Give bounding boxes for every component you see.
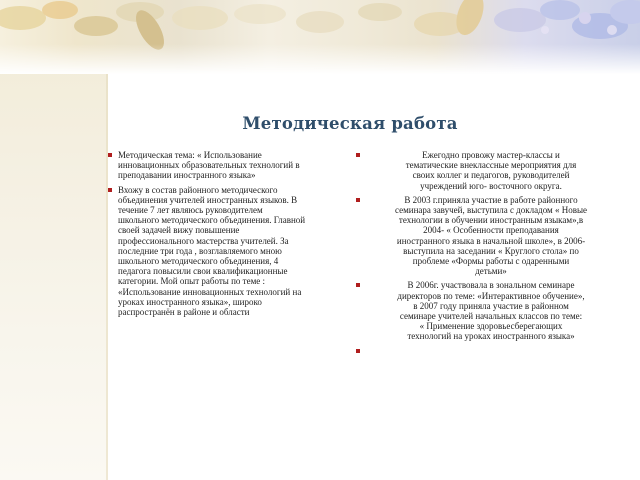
- list-item-text: В 2003 г.приняла участие в работе районного семинара завучей, выступила с докладом « Новые технологии в обучении иностранным языкам»,в 2004- « Особенности преподавания иностранного языка в начальной школе», в 2006- выступила на заседании « Круглого стола» по проблеме «Формы работы с одаренными детьми»: [394, 194, 588, 277]
- list-item: [108, 185, 322, 318]
- list-item: [356, 280, 616, 341]
- right-bullet-list: [356, 150, 616, 356]
- bullet-icon: [356, 283, 360, 287]
- list-item-text: В 2006г. участвовала в зональном семинаре директоров по теме: «Интерактивное обучение», в 2007 году приняла участие в районном семинаре учителей начальных классов по теме: « Применение здоровьесберегающих технологий на уроках иностранного языка»: [397, 280, 585, 342]
- floral-banner-icon: [0, 0, 640, 74]
- slide-title: Методическая работа: [242, 114, 458, 133]
- list-item: [356, 150, 616, 191]
- list-item: [108, 150, 322, 181]
- list-item: [356, 195, 616, 277]
- bullet-icon: [356, 349, 360, 353]
- left-column: [108, 150, 322, 321]
- bullet-icon: [108, 188, 112, 192]
- right-column: [356, 150, 616, 360]
- list-item-empty: [356, 346, 616, 356]
- floral-banner: [0, 0, 640, 74]
- list-item-text: Методическая тема: « Использование инновационных образовательных технологий в преподавании иностранного языка»: [118, 150, 300, 181]
- bullet-icon: [356, 153, 360, 157]
- bullet-icon: [108, 153, 112, 157]
- list-item-text: Ежегодно провожу мастер-классы и тематические внеклассные мероприятия для своих коллег и педагогов, руководителей учреждений юго- восточного округа.: [405, 150, 577, 191]
- left-bullet-list: [108, 150, 322, 317]
- list-item-text: Вхожу в состав районного методического объединения учителей иностранных языков. В течение 7 лет являюсь руководителем школьного методического объединения. Главной своей задачей вижу повышение профессионального мастерства учителей. За последние три года , возглавляемого мною школьного методического объединения, 4 педагога повысили свои квалификационные категории. Мой опыт работы по теме : «Использование инновационных технологий на уроках иностранного языка», широко распространён в районе и области: [118, 184, 306, 318]
- bullet-icon: [356, 198, 360, 202]
